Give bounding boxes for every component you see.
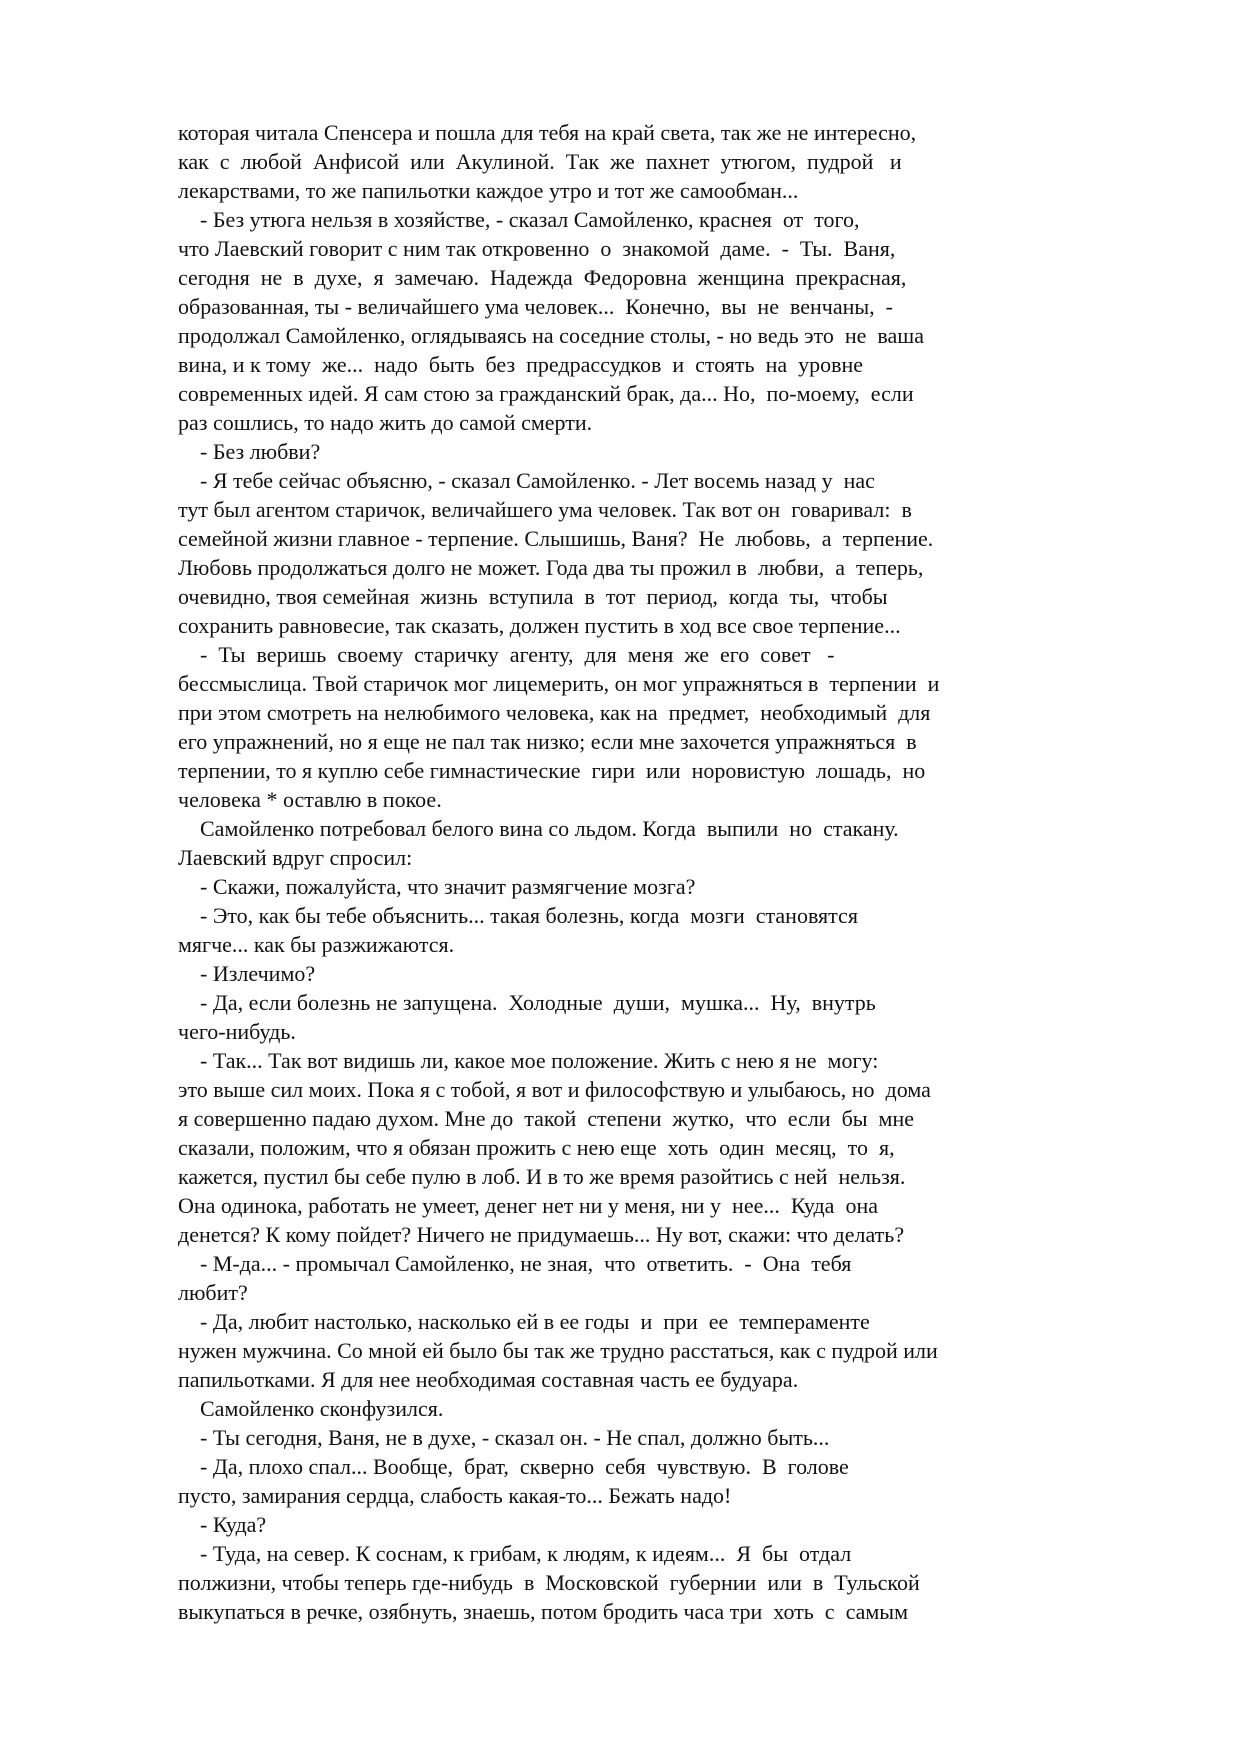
text-line: вина, и к тому же... надо быть без предрассудков и стоять на уровне: [178, 352, 864, 377]
text-line: пусто, замирания сердца, слабость какая-то... Бежать надо!: [178, 1483, 732, 1508]
text-line: Она одинока, работать не умеет, денег нет ни у меня, ни у нее... Куда она: [178, 1193, 878, 1218]
text-line: семейной жизни главное - терпение. Слышишь, Ваня? Не любовь, а терпение.: [178, 526, 934, 551]
text-line: я совершенно падаю духом. Мне до такой степени жутко, что если бы мне: [178, 1106, 915, 1131]
text-line: мягче... как бы разжижаются.: [178, 932, 455, 957]
text-line: что Лаевский говорит с ним так откровенно о знакомой даме. - Ты. Ваня,: [178, 236, 896, 261]
text-line: при этом смотреть на нелюбимого человека, как на предмет, необходимый для: [178, 700, 931, 725]
text-line: раз сошлись, то надо жить до самой смерти.: [178, 410, 593, 435]
text-line: - М-да... - промычал Самойленко, не зная, что ответить. - Она тебя: [178, 1251, 852, 1276]
text-line: денется? К кому пойдет? Ничего не придумаешь... Ну вот, скажи: что делать?: [178, 1222, 905, 1247]
text-line: образованная, ты - величайшего ума человек... Конечно, вы не венчаны, -: [178, 294, 893, 319]
text-line: сегодня не в духе, я замечаю. Надежда Федоровна женщина прекрасная,: [178, 265, 907, 290]
text-line: чего-нибудь.: [178, 1019, 296, 1044]
text-line: - Без любви?: [178, 439, 321, 464]
text-line: лекарствами, то же папильотки каждое утро и тот же самообман...: [178, 178, 799, 203]
text-line: выкупаться в речке, озябнуть, знаешь, потом бродить часа три хоть с самым: [178, 1599, 908, 1624]
text-line: - Да, если болезнь не запущена. Холодные души, мушка... Ну, внутрь: [178, 990, 876, 1015]
text-line: - Излечимо?: [178, 961, 316, 986]
document-page: [178, 118, 1058, 1626]
text-line: нужен мужчина. Со мной ей было бы так же трудно расстаться, как с пудрой или: [178, 1338, 938, 1363]
text-line: - Скажи, пожалуйста, что значит размягчение мозга?: [178, 874, 696, 899]
text-line: - Туда, на север. К соснам, к грибам, к людям, к идеям... Я бы отдал: [178, 1541, 852, 1566]
text-line: очевидно, твоя семейная жизнь вступила в тот период, когда ты, чтобы: [178, 584, 888, 609]
text-line: бессмыслица. Твой старичок мог лицемерить, он мог упражняться в терпении и: [178, 671, 940, 696]
text-line: - Без утюга нельзя в хозяйстве, - сказал Самойленко, краснея от того,: [178, 207, 860, 232]
text-line: его упражнений, но я еще не пал так низко; если мне захочется упражняться в: [178, 729, 917, 754]
text-line: это выше сил моих. Пока я с тобой, я вот и философствую и улыбаюсь, но дома: [178, 1077, 931, 1102]
text-line: Лаевский вдруг спросил:: [178, 845, 413, 870]
text-line: Самойленко потребовал белого вина со льдом. Когда выпили но стакану.: [178, 816, 899, 841]
text-line: как с любой Анфисой или Акулиной. Так же пахнет утюгом, пудрой и: [178, 149, 902, 174]
text-line: - Да, любит настолько, насколько ей в ее годы и при ее темпераменте: [178, 1309, 870, 1334]
text-line: - Я тебе сейчас объясню, - сказал Самойленко. - Лет восемь назад у нас: [178, 468, 875, 493]
text-line: человека * оставлю в покое.: [178, 787, 442, 812]
text-line: любит?: [178, 1280, 248, 1305]
text-line: - Куда?: [178, 1512, 267, 1537]
text-line: тут был агентом старичок, величайшего ума человек. Так вот он говаривал: в: [178, 497, 912, 522]
text-line: кажется, пустил бы себе пулю в лоб. И в то же время разойтись с ней нельзя.: [178, 1164, 906, 1189]
text-line: - Да, плохо спал... Вообще, брат, скверно себя чувствую. В голове: [178, 1454, 849, 1479]
text-line: Любовь продолжаться долго не может. Года два ты прожил в любви, а теперь,: [178, 555, 924, 580]
text-line: - Так... Так вот видишь ли, какое мое положение. Жить с нею я не могу:: [178, 1048, 879, 1073]
text-line: - Ты сегодня, Ваня, не в духе, - сказал он. - Не спал, должно быть...: [178, 1425, 830, 1450]
text-line: сохранить равновесие, так сказать, должен пустить в ход все свое терпение...: [178, 613, 901, 638]
text-line: терпении, то я куплю себе гимнастические гири или норовистую лошадь, но: [178, 758, 926, 783]
text-line: - Это, как бы тебе объяснить... такая болезнь, когда мозги становятся: [178, 903, 858, 928]
text-line: полжизни, чтобы теперь где-нибудь в Московской губернии или в Тульской: [178, 1570, 920, 1595]
text-line: Самойленко сконфузился.: [178, 1396, 444, 1421]
text-line: продолжал Самойленко, оглядываясь на соседние столы, - но ведь это не ваша: [178, 323, 924, 348]
text-line: сказали, положим, что я обязан прожить с нею еще хоть один месяц, то я,: [178, 1135, 895, 1160]
text-line: - Ты веришь своему старичку агенту, для меня же его совет -: [178, 642, 835, 667]
text-line: которая читала Спенсера и пошла для тебя на край света, так же не интересно,: [178, 120, 917, 145]
text-line: современных идей. Я сам стою за гражданский брак, да... Но, по-моему, если: [178, 381, 914, 406]
text-line: папильотками. Я для нее необходимая составная часть ее будуара.: [178, 1367, 799, 1392]
